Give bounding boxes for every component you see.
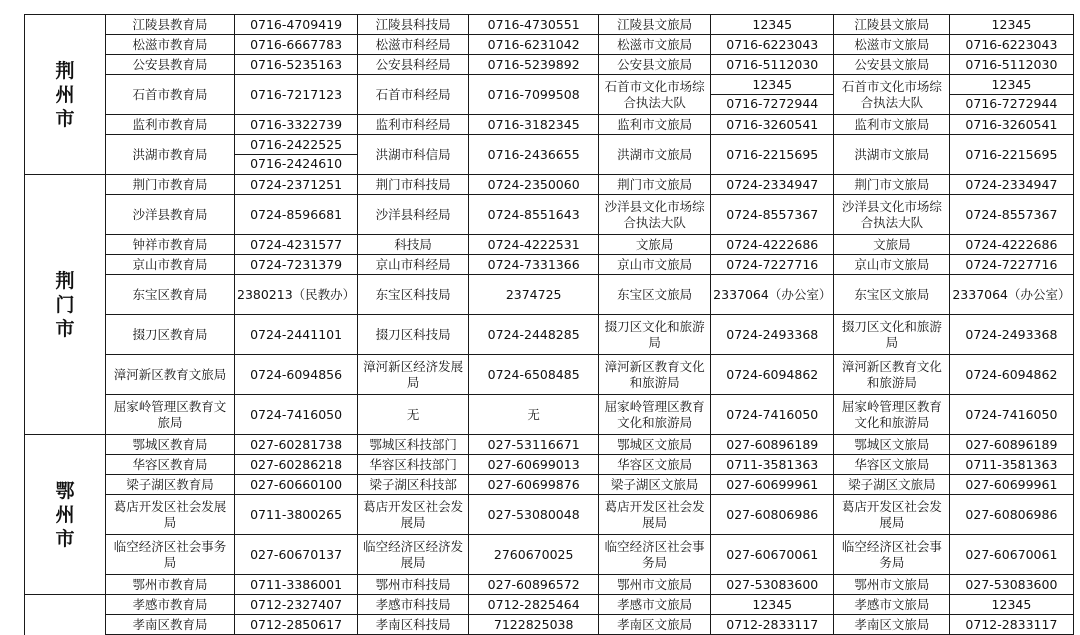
culture-bureau: 鄂州市文旅局 xyxy=(599,575,711,595)
culture-phone: 027-60806986 xyxy=(711,495,834,535)
culture-bureau-2: 梁子湖区文旅局 xyxy=(834,475,950,495)
table-row xyxy=(25,195,1074,235)
table-row xyxy=(25,15,1074,35)
culture-bureau: 石首市文化市场综合执法大队 xyxy=(599,75,711,115)
table-row xyxy=(25,55,1074,75)
culture-bureau-2: 漳河新区教育文化和旅游局 xyxy=(834,355,950,395)
education-phone: 0716-6667783 xyxy=(235,35,358,55)
culture-phone: 0724-6094862 xyxy=(711,355,834,395)
education-bureau: 钟祥市教育局 xyxy=(106,235,235,255)
culture-bureau-2: 荆门市文旅局 xyxy=(834,175,950,195)
education-phone: 2380213（民教办） xyxy=(235,275,358,315)
tech-phone: 0716-2436655 xyxy=(469,135,599,175)
tech-phone: 0724-4222531 xyxy=(469,235,599,255)
culture-phone-2: 027-60670061 xyxy=(950,535,1073,575)
tech-bureau: 沙洋县科经局 xyxy=(358,195,469,235)
city-name-cell xyxy=(25,595,106,635)
culture-phone-2: 0724-8557367 xyxy=(950,195,1073,235)
table-row xyxy=(25,255,1074,275)
culture-phone-2: 0724-6094862 xyxy=(950,355,1073,395)
culture-phone-2: 0716-2215695 xyxy=(950,135,1073,175)
culture-bureau: 鄂城区文旅局 xyxy=(599,435,711,455)
table-row xyxy=(25,235,1074,255)
culture-bureau: 文旅局 xyxy=(599,235,711,255)
education-bureau: 漳河新区教育文旅局 xyxy=(106,355,235,395)
education-phone: 0712-2327407 xyxy=(235,595,358,615)
tech-bureau: 无 xyxy=(358,395,469,435)
tech-bureau: 临空经济区经济发展局 xyxy=(358,535,469,575)
culture-phone-line: 12345 xyxy=(711,76,833,96)
tech-phone: 7122825038 xyxy=(469,615,599,635)
culture-bureau: 江陵县文旅局 xyxy=(599,15,711,35)
education-phone: 027-60281738 xyxy=(235,435,358,455)
culture-bureau-2: 监利市文旅局 xyxy=(834,115,950,135)
culture-bureau: 梁子湖区文旅局 xyxy=(599,475,711,495)
culture-phone-2: 027-60699961 xyxy=(950,475,1073,495)
tech-bureau: 掇刀区科技局 xyxy=(358,315,469,355)
culture-phone xyxy=(711,75,834,115)
table-row xyxy=(25,455,1074,475)
education-bureau: 监利市教育局 xyxy=(106,115,235,135)
tech-bureau: 江陵县科技局 xyxy=(358,15,469,35)
tech-phone: 027-53080048 xyxy=(469,495,599,535)
tech-bureau: 鄂城区科技部门 xyxy=(358,435,469,455)
tech-bureau: 公安县科经局 xyxy=(358,55,469,75)
culture-phone: 027-60699961 xyxy=(711,475,834,495)
culture-bureau-2: 东宝区文旅局 xyxy=(834,275,950,315)
table-row xyxy=(25,355,1074,395)
culture-phone: 027-53083600 xyxy=(711,575,834,595)
education-phone xyxy=(235,135,358,175)
culture-bureau: 监利市文旅局 xyxy=(599,115,711,135)
education-phone: 0724-6094856 xyxy=(235,355,358,395)
tech-bureau: 洪湖市科信局 xyxy=(358,135,469,175)
education-phone: 0724-2371251 xyxy=(235,175,358,195)
education-phone: 027-60670137 xyxy=(235,535,358,575)
education-bureau: 松滋市教育局 xyxy=(106,35,235,55)
education-phone: 027-60286218 xyxy=(235,455,358,475)
culture-phone-2-stack xyxy=(950,76,1072,114)
culture-bureau: 荆门市文旅局 xyxy=(599,175,711,195)
table-row xyxy=(25,35,1074,55)
city-name-cell xyxy=(25,435,106,595)
city-name-cell xyxy=(25,175,106,435)
culture-bureau: 漳河新区教育文化和旅游局 xyxy=(599,355,711,395)
culture-phone-2: 0712-2833117 xyxy=(950,615,1073,635)
culture-phone-stack xyxy=(711,76,833,114)
culture-bureau: 掇刀区文化和旅游局 xyxy=(599,315,711,355)
culture-phone-2: 0716-5112030 xyxy=(950,55,1073,75)
table-row xyxy=(25,595,1074,615)
culture-phone: 12345 xyxy=(711,15,834,35)
culture-bureau-2: 江陵县文旅局 xyxy=(834,15,950,35)
table-row xyxy=(25,315,1074,355)
education-bureau: 江陵县教育局 xyxy=(106,15,235,35)
tech-phone: 0716-7099508 xyxy=(469,75,599,115)
tech-bureau: 石首市科经局 xyxy=(358,75,469,115)
education-bureau: 梁子湖区教育局 xyxy=(106,475,235,495)
culture-bureau-2: 文旅局 xyxy=(834,235,950,255)
culture-phone-2: 2337064（办公室） xyxy=(950,275,1073,315)
tech-bureau: 监利市科经局 xyxy=(358,115,469,135)
tech-phone: 0716-6231042 xyxy=(469,35,599,55)
tech-phone: 027-60699013 xyxy=(469,455,599,475)
culture-bureau-2: 沙洋县文化市场综合执法大队 xyxy=(834,195,950,235)
culture-bureau: 孝感市文旅局 xyxy=(599,595,711,615)
culture-phone-2: 027-60896189 xyxy=(950,435,1073,455)
table-body xyxy=(25,15,1074,635)
culture-phone-2-line: 0716-7272944 xyxy=(965,96,1058,112)
table-row xyxy=(25,435,1074,455)
education-bureau: 石首市教育局 xyxy=(106,75,235,115)
tech-bureau: 孝感市科技局 xyxy=(358,595,469,615)
tech-phone: 0724-2350060 xyxy=(469,175,599,195)
education-phone: 0711-3800265 xyxy=(235,495,358,535)
education-phone: 0711-3386001 xyxy=(235,575,358,595)
education-phone: 0716-3322739 xyxy=(235,115,358,135)
education-bureau: 荆门市教育局 xyxy=(106,175,235,195)
education-bureau: 葛店开发区社会发展局 xyxy=(106,495,235,535)
culture-bureau: 葛店开发区社会发展局 xyxy=(599,495,711,535)
culture-phone-line: 0716-7272944 xyxy=(726,96,819,112)
culture-phone: 0724-2493368 xyxy=(711,315,834,355)
city-name: 荆门市 xyxy=(55,269,75,340)
culture-phone-2: 0711-3581363 xyxy=(950,455,1073,475)
education-bureau: 临空经济区社会事务局 xyxy=(106,535,235,575)
education-phone-line: 0716-2422525 xyxy=(235,136,357,156)
education-bureau: 屈家岭管理区教育文旅局 xyxy=(106,395,235,435)
tech-bureau: 松滋市科经局 xyxy=(358,35,469,55)
culture-phone: 0716-2215695 xyxy=(711,135,834,175)
education-bureau: 掇刀区教育局 xyxy=(106,315,235,355)
tech-bureau: 荆门市科技局 xyxy=(358,175,469,195)
culture-phone: 0724-2334947 xyxy=(711,175,834,195)
culture-phone-2: 0716-6223043 xyxy=(950,35,1073,55)
culture-phone: 0724-7227716 xyxy=(711,255,834,275)
culture-phone: 0716-6223043 xyxy=(711,35,834,55)
education-bureau: 东宝区教育局 xyxy=(106,275,235,315)
education-bureau: 鄂城区教育局 xyxy=(106,435,235,455)
culture-phone: 12345 xyxy=(711,595,834,615)
education-phone: 0716-5235163 xyxy=(235,55,358,75)
culture-phone-2 xyxy=(950,75,1073,115)
culture-phone: 0712-2833117 xyxy=(711,615,834,635)
table-row xyxy=(25,395,1074,435)
culture-phone: 0724-7416050 xyxy=(711,395,834,435)
culture-phone-2: 0724-7227716 xyxy=(950,255,1073,275)
culture-bureau-2: 孝南区文旅局 xyxy=(834,615,950,635)
contact-table xyxy=(24,14,1074,635)
culture-phone-2-line: 12345 xyxy=(950,76,1072,96)
culture-phone: 0724-4222686 xyxy=(711,235,834,255)
culture-phone-2: 027-60806986 xyxy=(950,495,1073,535)
education-phone: 0724-2441101 xyxy=(235,315,358,355)
culture-bureau-2: 鄂州市文旅局 xyxy=(834,575,950,595)
education-phone: 0716-4709419 xyxy=(235,15,358,35)
culture-phone: 027-60896189 xyxy=(711,435,834,455)
culture-bureau-2: 屈家岭管理区教育文化和旅游局 xyxy=(834,395,950,435)
table-row xyxy=(25,615,1074,635)
tech-bureau: 孝南区科技局 xyxy=(358,615,469,635)
culture-phone-2: 12345 xyxy=(950,15,1073,35)
tech-phone: 0716-4730551 xyxy=(469,15,599,35)
tech-phone: 0724-7331366 xyxy=(469,255,599,275)
culture-bureau-2: 葛店开发区社会发展局 xyxy=(834,495,950,535)
culture-bureau: 孝南区文旅局 xyxy=(599,615,711,635)
tech-phone: 无 xyxy=(469,395,599,435)
culture-bureau-2: 石首市文化市场综合执法大队 xyxy=(834,75,950,115)
culture-bureau: 华容区文旅局 xyxy=(599,455,711,475)
culture-phone-2: 0716-3260541 xyxy=(950,115,1073,135)
culture-phone-2: 0724-2334947 xyxy=(950,175,1073,195)
education-bureau: 鄂州市教育局 xyxy=(106,575,235,595)
education-phone: 0724-7416050 xyxy=(235,395,358,435)
education-phone: 0724-4231577 xyxy=(235,235,358,255)
culture-phone: 0716-3260541 xyxy=(711,115,834,135)
tech-bureau: 华容区科技部门 xyxy=(358,455,469,475)
education-phone: 027-60660100 xyxy=(235,475,358,495)
culture-phone: 0724-8557367 xyxy=(711,195,834,235)
culture-phone-2: 0724-7416050 xyxy=(950,395,1073,435)
education-phone: 0712-2850617 xyxy=(235,615,358,635)
culture-phone-2: 0724-2493368 xyxy=(950,315,1073,355)
table-row xyxy=(25,275,1074,315)
city-name: 荆州市 xyxy=(55,59,75,130)
culture-bureau: 沙洋县文化市场综合执法大队 xyxy=(599,195,711,235)
education-phone: 0724-7231379 xyxy=(235,255,358,275)
education-bureau: 沙洋县教育局 xyxy=(106,195,235,235)
education-bureau: 洪湖市教育局 xyxy=(106,135,235,175)
education-phone-line: 0716-2424610 xyxy=(250,156,343,172)
city-name-cell xyxy=(25,15,106,175)
culture-bureau: 洪湖市文旅局 xyxy=(599,135,711,175)
culture-bureau-2: 孝感市文旅局 xyxy=(834,595,950,615)
education-phone: 0716-7217123 xyxy=(235,75,358,115)
culture-phone: 2337064（办公室） xyxy=(711,275,834,315)
table-row xyxy=(25,495,1074,535)
culture-phone-2: 12345 xyxy=(950,595,1073,615)
tech-phone: 0724-6508485 xyxy=(469,355,599,395)
table-row xyxy=(25,535,1074,575)
education-bureau: 孝感市教育局 xyxy=(106,595,235,615)
tech-phone: 2760670025 xyxy=(469,535,599,575)
culture-phone: 0716-5112030 xyxy=(711,55,834,75)
culture-bureau: 东宝区文旅局 xyxy=(599,275,711,315)
culture-phone: 0711-3581363 xyxy=(711,455,834,475)
education-bureau: 公安县教育局 xyxy=(106,55,235,75)
culture-bureau-2: 松滋市文旅局 xyxy=(834,35,950,55)
tech-phone: 0712-2825464 xyxy=(469,595,599,615)
culture-bureau-2: 洪湖市文旅局 xyxy=(834,135,950,175)
culture-bureau-2: 鄂城区文旅局 xyxy=(834,435,950,455)
tech-phone: 027-53116671 xyxy=(469,435,599,455)
tech-phone: 2374725 xyxy=(469,275,599,315)
city-name: 鄂州市 xyxy=(55,479,75,550)
tech-phone: 027-60896572 xyxy=(469,575,599,595)
culture-bureau-2: 公安县文旅局 xyxy=(834,55,950,75)
tech-bureau: 葛店开发区社会发展局 xyxy=(358,495,469,535)
education-bureau: 华容区教育局 xyxy=(106,455,235,475)
culture-bureau-2: 临空经济区社会事务局 xyxy=(834,535,950,575)
culture-bureau: 屈家岭管理区教育文化和旅游局 xyxy=(599,395,711,435)
education-bureau: 孝南区教育局 xyxy=(106,615,235,635)
education-phone: 0724-8596681 xyxy=(235,195,358,235)
tech-bureau: 东宝区科技局 xyxy=(358,275,469,315)
tech-bureau: 科技局 xyxy=(358,235,469,255)
culture-bureau-2: 京山市文旅局 xyxy=(834,255,950,275)
culture-bureau: 临空经济区社会事务局 xyxy=(599,535,711,575)
tech-bureau: 梁子湖区科技部 xyxy=(358,475,469,495)
culture-phone: 027-60670061 xyxy=(711,535,834,575)
tech-phone: 0724-8551643 xyxy=(469,195,599,235)
table-row xyxy=(25,475,1074,495)
education-bureau: 京山市教育局 xyxy=(106,255,235,275)
tech-bureau: 鄂州市科技局 xyxy=(358,575,469,595)
tech-bureau: 京山市科经局 xyxy=(358,255,469,275)
table-row xyxy=(25,175,1074,195)
tech-phone: 027-60699876 xyxy=(469,475,599,495)
culture-phone-2: 0724-4222686 xyxy=(950,235,1073,255)
culture-bureau-2: 华容区文旅局 xyxy=(834,455,950,475)
culture-phone-2: 027-53083600 xyxy=(950,575,1073,595)
culture-bureau: 松滋市文旅局 xyxy=(599,35,711,55)
table-row xyxy=(25,75,1074,115)
table-row xyxy=(25,575,1074,595)
culture-bureau: 公安县文旅局 xyxy=(599,55,711,75)
education-phone-stack xyxy=(235,136,357,174)
tech-phone: 0716-3182345 xyxy=(469,115,599,135)
tech-bureau: 漳河新区经济发展局 xyxy=(358,355,469,395)
tech-phone: 0716-5239892 xyxy=(469,55,599,75)
culture-bureau-2: 掇刀区文化和旅游局 xyxy=(834,315,950,355)
table-row xyxy=(25,115,1074,135)
table-row xyxy=(25,135,1074,175)
culture-bureau: 京山市文旅局 xyxy=(599,255,711,275)
tech-phone: 0724-2448285 xyxy=(469,315,599,355)
